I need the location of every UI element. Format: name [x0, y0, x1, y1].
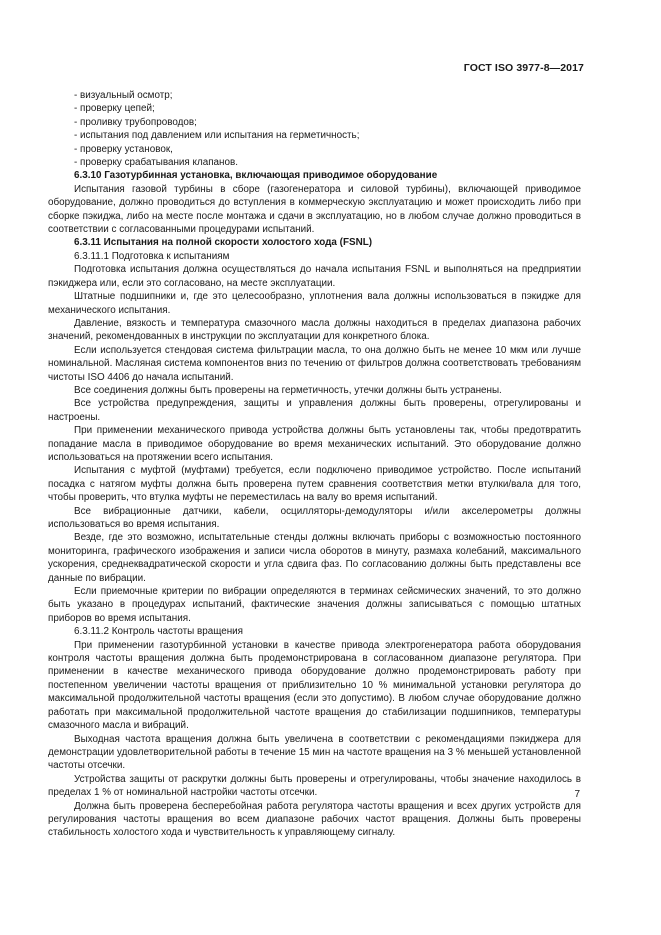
- paragraph: Устройства защиты от раскрутки должны быть проверены и отрегулированы, чтобы значение находилось в пределах 1 % от номинальной настройки частоты отсечки.: [48, 773, 581, 799]
- subsection-heading-6-3-11-2: 6.3.11.2 Контроль частоты вращения: [74, 626, 244, 638]
- paragraph: Испытания газовой турбины в сборе (газогенератора и силовой турбины), включающей приводимое оборудование, должно проводиться до вступления в коммерческую эксплуатацию и может происходить либо при сборке пэкиджа, либо на месте после монтажа и сдачи в эксплуатацию, но в любом случае должно проводиться в соответствии с согласованными процедурами испытаний.: [48, 183, 581, 236]
- paragraph: Выходная частота вращения должна быть увеличена в соответствии с рекомендациями пэкиджера для демонстрации удовлетворительной работы в течение 15 мин на частоте вращения на 3 % меньшей установленной частоты отсечки.: [48, 733, 581, 772]
- list-item: - проверку установок,: [74, 143, 173, 155]
- paragraph: Все устройства предупреждения, защиты и управления должны быть проверены, отрегулированы и настроены.: [48, 398, 581, 423]
- page-number: 7: [574, 789, 580, 800]
- paragraph: Все вибрационные датчики, кабели, осцилляторы-демодуляторы и/или акселерометры должны использоваться во время испытания.: [48, 505, 581, 530]
- paragraph: Испытания с муфтой (муфтами) требуется, если подключено приводимое устройство. После испытаний посадка с натягом муфты должна быть проверена путем сравнения соответствия метки втулки/вала для того, чтобы проверить, что втулка муфты не переместилась на валу во время испытаний.: [48, 465, 581, 504]
- paragraph: Все соединения должны быть проверены на герметичность, утечки должны быть устранены.: [74, 384, 502, 396]
- paragraph: Если приемочные критерии по вибрации определяются в терминах сейсмических значений, то это должно быть указано в процедурах испытаний, фактические значения должны записываться с помощью штатных приборов во время испытания.: [48, 586, 581, 624]
- bullet-list: [48, 89, 581, 169]
- section-heading-6-3-11: 6.3.11 Испытания на полной скорости холостого хода (FSNL): [74, 237, 373, 249]
- section-heading-6-3-10: 6.3.10 Газотурбинная установка, включающая приводимое оборудование: [74, 170, 438, 182]
- list-item: - проверку цепей;: [74, 103, 155, 115]
- subsection-heading-6-3-11-1: 6.3.11.1 Подготовка к испытаниям: [74, 250, 230, 262]
- paragraph: Подготовка испытания должна осуществляться до начала испытания FSNL и выполняться на предприятии пэкиджера или, если это согласовано, на месте эксплуатации.: [48, 264, 581, 289]
- paragraph: При применении газотурбинной установки в качестве привода электрогенератора работа оборудования контроля частоты вращения должна быть продемонстрирована в согласованном диапазоне регулятора. При применении в качестве механического привода оборудование должно продемонстрировать работу при постепенном увеличении частоты вращения от приблизительно 10 % минимальной установки регулятора до максимальной продолжительной частоты вращения (если это допустимо). В любом случае оборудование должно работать при максимальной продолжительной частоте вращения до стабилизации подшипников, температуры смазочного масла и вибраций.: [48, 639, 581, 732]
- paragraph: Везде, где это возможно, испытательные стенды должны включать приборы с возможностью постоянного мониторинга, графического изображения и записи числа оборотов в минуту, размаха колебаний, максимального ускорения, среднеквадратической скорости и угла сдвига фаз. По согласованию должны быть представлены все данные по вибрации.: [48, 532, 581, 584]
- list-item: - визуальный осмотр;: [74, 90, 173, 101]
- paragraph: Штатные подшипники и, где это целесообразно, уплотнения вала должны использоваться в пэкидже для механического испытания.: [48, 291, 581, 316]
- paragraph: При применении механического привода устройства должны быть установлены так, чтобы предотвратить попадание масла в приводимое оборудование во время механических испытаний. Это оборудование должно использоваться на протяжении всего испытания.: [48, 425, 581, 463]
- paragraph: Давление, вязкость и температура смазочного масла должны находиться в пределах диапазона рабочих значений, рекомендованных в инструкции по эксплуатации для конкретного блока.: [48, 317, 581, 343]
- list-item: - проверку срабатывания клапанов.: [74, 157, 238, 169]
- paragraph: Если используется стендовая система фильтрации масла, то она должно быть не менее 10 мкм или лучше номинальной. Масляная система компонентов вниз по течению от фильтров должна соответствовать требованиям чистоты ISO 4406 до начала испытаний.: [48, 344, 581, 383]
- paragraph: Должна быть проверена бесперебойная работа регулятора частоты вращения и всех других устройств для регулирования частоты вращения во всем диапазоне рабочих частот вращения. Должны быть проверены стабильность холостого хода и чувствительность к управляющему сигналу.: [48, 800, 581, 839]
- page-body: [48, 89, 581, 840]
- list-item: - испытания под давлением или испытания на герметичность;: [74, 130, 360, 142]
- standard-header: ГОСТ ISO 3977-8—2017: [463, 62, 584, 74]
- list-item: - проливку трубопроводов;: [74, 116, 197, 128]
